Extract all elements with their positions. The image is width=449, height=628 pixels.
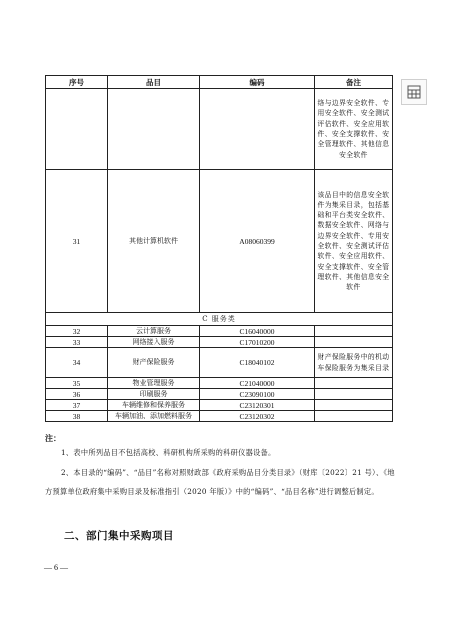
note-cell [315,326,393,337]
table-row [46,400,393,411]
code-cell: C23120301 [200,400,315,411]
note-cell: 财产保险服务中的机动车保险服务为集采目录 [315,348,393,378]
table-row [46,348,393,378]
item-cell: 车辆维修和保养服务 [108,400,200,411]
section-heading: 二、部门集中采购项目 [64,530,174,542]
header-item: 品目 [108,76,200,89]
code-cell: C23120302 [200,411,315,422]
header-code: 编码 [200,76,315,89]
note-cell [315,337,393,348]
procurement-catalog-table [45,75,393,422]
seq-cell: 35 [46,378,108,389]
table-row [46,326,393,337]
side-tool-button[interactable] [401,79,427,105]
item-cell: 车辆加油、添加燃料服务 [108,411,200,422]
table-row [46,378,393,389]
table-header-row [46,76,393,89]
item-cell: 物业管理服务 [108,378,200,389]
code-cell: C16040000 [200,326,315,337]
code-cell: C17010200 [200,337,315,348]
table-row [46,411,393,422]
page-number: — 6 — [44,563,68,572]
code-cell: C23090100 [200,389,315,400]
header-note: 备注 [315,76,393,89]
note-cell [315,378,393,389]
item-cell: 印刷服务 [108,389,200,400]
code-cell: C18040102 [200,348,315,378]
note-cell: 络与边界安全软件、专用安全软件、安全测试评估软件、安全应用软件、安全支撑软件、安全管理软件、其他信息安全软件 [315,89,393,170]
note-cell [315,389,393,400]
table-row [46,337,393,348]
note-paragraph-1: 1、表中所列品目不包括高校、科研机构所采购的科研仪器设备。 [61,448,276,457]
seq-cell: 37 [46,400,108,411]
table-row-continued [46,89,393,170]
notes-title: 注： [45,434,61,443]
note-cell [315,411,393,422]
header-seq: 序号 [46,76,108,89]
code-cell: A08060399 [200,170,315,313]
code-cell: C21040000 [200,378,315,389]
note-cell [315,400,393,411]
note-paragraph-2: 2、本目录的“编码”、“品目”名称对照财政部《政府采购品目分类目录》（财库〔2022〕21 号）、《地方预算单位政府集中采购目录及标准指引（2020 年版）》中的“编码”、“品目名称”进行调整后制定。 [45,468,395,496]
table-row [46,170,393,313]
table-row [46,389,393,400]
seq-cell: 33 [46,337,108,348]
item-cell: 云计算服务 [108,326,200,337]
seq-cell: 32 [46,326,108,337]
section-row [46,313,393,326]
seq-cell: 38 [46,411,108,422]
seq-cell: 36 [46,389,108,400]
item-cell: 其他计算机软件 [108,170,200,313]
grid-doc-icon [406,84,422,100]
section-c-label: C 服务类 [46,313,393,326]
seq-cell: 34 [46,348,108,378]
seq-cell: 31 [46,170,108,313]
note-cell: 该品目中的信息安全软件为集采目录，包括基础和平台类安全软件、数据安全软件、网络与边界安全软件、专用安全软件、安全测试评估软件、安全应用软件、安全支撑软件、安全管理软件、其他信息安全软件 [315,170,393,313]
item-cell: 网络接入服务 [108,337,200,348]
item-cell: 财产保险服务 [108,348,200,378]
